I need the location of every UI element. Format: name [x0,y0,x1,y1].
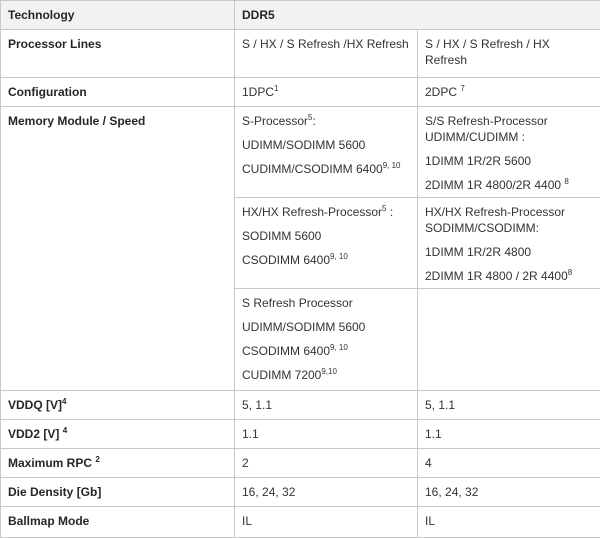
memory-speed-line [242,161,411,177]
configuration-label: Configuration [1,78,235,107]
memory-s-refresh-2dpc-cell [418,107,600,198]
footnote-ref: 8 [568,268,572,277]
speed-text: 2DIMM 1R 4800 / 2R 4400 [425,269,568,283]
configuration-1dpc-text: 1DPC [242,85,274,99]
memory-s-refresh-processor-cell [235,289,418,391]
vdd2-label [1,420,235,449]
ballmap-mode-1dpc: IL [235,507,418,538]
memory-module-speed-label: Memory Module / Speed [1,107,235,391]
footnote-ref: 9, 10 [330,343,348,352]
memory-speed-line: SODIMM 5600 [242,228,411,244]
memory-hx-refresh-2dpc-cell [418,198,600,289]
row-vdd2 [1,420,600,449]
memory-speed-line [425,268,594,284]
title-suffix: : [312,114,315,128]
footnote-ref: 2 [95,455,99,464]
maximum-rpc-2dpc: 4 [418,449,600,478]
configuration-2dpc-text: 2DPC [425,85,457,99]
vddq-2dpc: 5, 1.1 [418,391,600,420]
footnote-ref: 8 [564,177,568,186]
technology-label: Technology [1,1,235,30]
processor-lines-label: Processor Lines [1,30,235,78]
row-processor-lines [1,30,600,78]
memory-speed-line [242,343,411,359]
memory-hx-processor-title [242,204,411,220]
maximum-rpc-1dpc: 2 [235,449,418,478]
vdd2-1dpc: 1.1 [235,420,418,449]
title-text: HX/HX Refresh-Processor [242,205,382,219]
row-technology [1,1,600,30]
title-suffix: : [387,205,394,219]
footnote-ref: 5 [382,204,386,213]
vddq-label [1,391,235,420]
configuration-1dpc [235,78,418,107]
technology-value: DDR5 [235,1,600,30]
vdd2-2dpc: 1.1 [418,420,600,449]
memory-hx-refresh-title: HX/HX Refresh-Processor SODIMM/CSODIMM: [425,204,594,236]
memory-s-refresh-processor-title: S Refresh Processor [242,295,411,311]
speed-text: 2DIMM 1R 4800/2R 4400 [425,178,561,192]
row-die-density [1,478,600,507]
configuration-2dpc [418,78,600,107]
memory-speed-line: 1DIMM 1R/2R 5600 [425,153,594,169]
memory-speed-line [242,367,411,383]
footnote-ref: 1 [274,84,278,93]
maximum-rpc-label [1,449,235,478]
footnote-ref: 9, 10 [330,252,348,261]
memory-s-processor-cell [235,107,418,198]
die-density-label: Die Density [Gb] [1,478,235,507]
footnote-ref: 5 [308,113,312,122]
ballmap-mode-2dpc: IL [418,507,600,538]
memory-speed-line [425,177,594,193]
memory-speed-line: UDIMM/SODIMM 5600 [242,319,411,335]
memory-s-refresh-title: S/S Refresh-Processor UDIMM/CUDIMM : [425,113,594,145]
row-memory-block-1 [1,107,600,198]
row-ballmap-mode [1,507,600,538]
die-density-2dpc: 16, 24, 32 [418,478,600,507]
footnote-ref: 4 [63,426,67,435]
footnote-ref: 9, 10 [383,161,401,170]
row-configuration [1,78,600,107]
row-vddq [1,391,600,420]
footnote-ref: 9,10 [321,367,337,376]
vddq-label-text: VDDQ [V] [8,398,62,412]
vddq-1dpc: 5, 1.1 [235,391,418,420]
empty-cell [418,289,600,391]
title-text: S-Processor [242,114,308,128]
processor-lines-1dpc: S / HX / S Refresh /HX Refresh [235,30,418,78]
processor-lines-2dpc: S / HX / S Refresh / HX Refresh [418,30,600,78]
row-maximum-rpc [1,449,600,478]
memory-speed-line [242,252,411,268]
memory-speed-line: 1DIMM 1R/2R 4800 [425,244,594,260]
memory-speed-line: UDIMM/SODIMM 5600 [242,137,411,153]
die-density-1dpc: 16, 24, 32 [235,478,418,507]
speed-text: CSODIMM 6400 [242,253,330,267]
ballmap-mode-label: Ballmap Mode [1,507,235,538]
speed-text: CUDIMM/CSODIMM 6400 [242,162,383,176]
memory-s-processor-title [242,113,411,129]
memory-hx-processor-cell [235,198,418,289]
speed-text: CUDIMM 7200 [242,368,321,382]
footnote-ref: 4 [62,397,66,406]
maximum-rpc-label-text: Maximum RPC [8,456,95,470]
vdd2-label-text: VDD2 [V] [8,427,63,441]
footnote-ref: 7 [460,84,464,93]
speed-text: CSODIMM 6400 [242,344,330,358]
